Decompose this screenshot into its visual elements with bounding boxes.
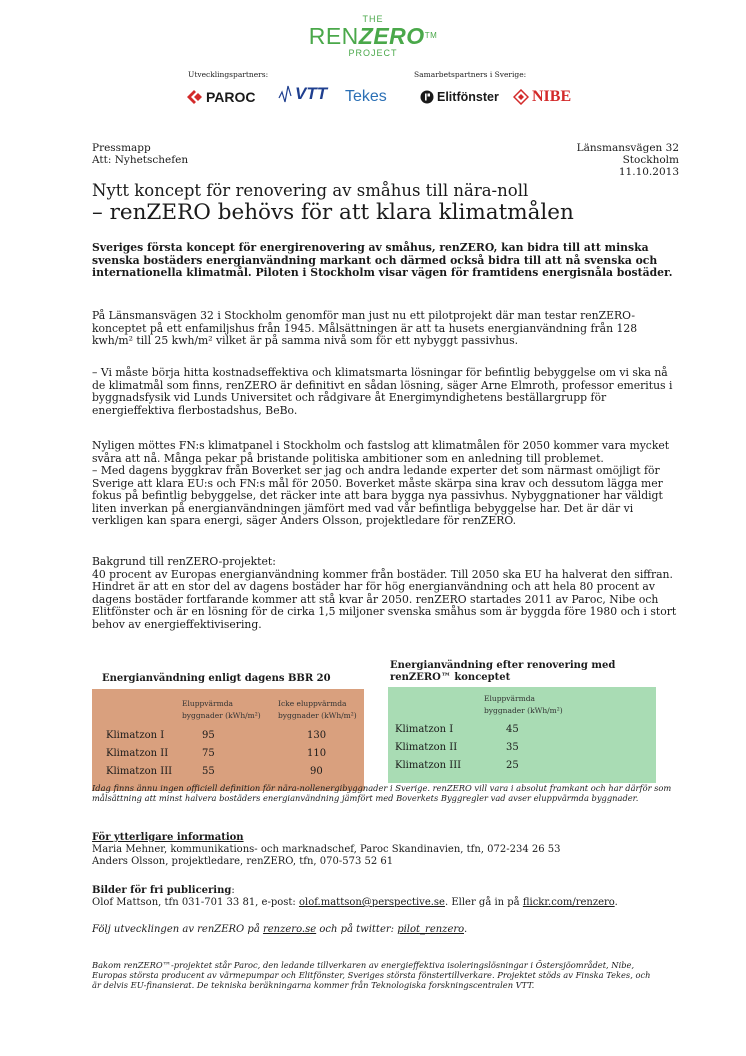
zone-label: Klimatzon III [106, 766, 173, 777]
zone-label: Klimatzon II [395, 742, 458, 753]
table-renzero-title-2: renZERO™ konceptet [390, 672, 511, 683]
table-bbr20-col2-header [278, 698, 357, 722]
zone-label: Klimatzon I [106, 730, 165, 741]
logo-name-b: ZERO [358, 23, 425, 49]
logo-tm: TM [424, 31, 438, 40]
renzero-logo [300, 14, 446, 58]
col1-header-a: Eluppvärmda [484, 694, 535, 703]
table-cell: 95 [202, 730, 215, 741]
follow-text-1: Följ utvecklingen av renZERO på [92, 924, 263, 935]
zone-label: Klimatzon III [395, 760, 462, 771]
follow-text-2: och på twitter: [316, 924, 398, 935]
title-line1: Nytt koncept för renovering av småhus till nära-noll [92, 181, 529, 200]
table-note: Idag finns ännu ingen officiell definition för nära-nollenergibyggnader i Sverige. renZERO vill vara i absolut framkant och har därför som målsättning att minst halvera bostäders energianvändning jämfört med Boverkets Byggregler vad avser eluppvärmda byggnader. [92, 783, 672, 803]
table-cell: 90 [310, 766, 323, 777]
info-section [92, 832, 561, 868]
vtt-logo [278, 84, 327, 104]
table-row [106, 747, 168, 761]
elitfonster-circle-icon [420, 90, 434, 104]
table-cell: 75 [202, 748, 215, 759]
images-section [92, 885, 618, 909]
lead-paragraph: Sveriges första koncept för energirenovering av småhus, renZERO, kan bidra till att minska svenska bostäders energianvändning markant och därmed också bidra till att nå svenska och internationella klimatmål. Piloten i Stockholm visar vägen för framtidens energisnåla bostäder. [92, 241, 673, 279]
coop-partners-label: Samarbetspartners i Sverige: [414, 70, 527, 79]
images-text-1: Olof Mattson, tfn 031-701 33 81, e-post: [92, 897, 299, 908]
nibe-name: NIBE [532, 88, 572, 105]
table-row [106, 729, 164, 743]
table-bbr20-body [92, 689, 364, 791]
nibe-diamond-icon [513, 89, 529, 105]
header-right [577, 142, 679, 178]
table-row [395, 723, 453, 737]
header-pressmapp: Pressmapp [92, 142, 151, 154]
body-paragraph-3b: – Med dagens byggkrav från Boverket ser jag och andra ledande experter det som närmast omöjligt för Sverige att klara EU:s och FN:s mål för 2050. Boverket måste skärpa sina krav och dessutom lägga mer fokus på befintlig bebyggelse, det räcker inte att bara bygga nya passivhus. Nybyggnationer har väldigt liten inverkan på energianvändningen jämfört med vad vår befintliga bebyggelse har. Det är där vi verkligen kan spara energi, säger Anders Olsson, projektledare för renZERO. [92, 464, 663, 527]
body-paragraph-3 [92, 440, 677, 528]
table-renzero [388, 658, 656, 783]
table-cell: 35 [506, 742, 519, 753]
table-renzero-title-1: Energianvändning efter renovering med [390, 660, 616, 671]
flickr-link[interactable]: flickr.com/renzero [522, 897, 615, 908]
info-contact-2: Anders Olsson, projektledare, renZERO, tfn, 070-573 52 61 [92, 856, 394, 867]
table-cell: 55 [202, 766, 215, 777]
body-paragraph-1: På Länsmansvägen 32 i Stockholm genomför man just nu ett pilotprojekt där man testar renZERO-konceptet på ett enfamiljshus från 1945. Målsättningen är att ta husets energianvändning från 128 kwh/m² till 25 kwh/m² vilket är på samma nivå som för ett nybyggt passivhus. [92, 309, 638, 347]
elitfonster-name: Elitfönster [437, 90, 499, 104]
logo-project: PROJECT [348, 48, 398, 58]
header-att: Att: Nyhetschefen [92, 154, 189, 166]
background-text: 40 procent av Europas energianvändning kommer från bostäder. Till 2050 ska EU ha halverat den siffran. Hindret är att en stor del av dagens bostäder har för hög energianvändning och att hela 80 procent av dagens bostäder fortfarande kommer att stå kvar år 2050. renZERO startades 2011 av Paroc, Nibe och Elitfönster och är en lösning för de cirka 1,5 miljoner svenska småhus som är byggda före 1980 och i stort behov av energieffektivisering. [92, 567, 677, 631]
dev-partners-label: Utvecklingspartners: [188, 70, 269, 79]
twitter-link[interactable]: pilot_renzero [397, 924, 464, 935]
nibe-logo [513, 88, 571, 106]
table-bbr20 [92, 670, 364, 791]
title-line2: – renZERO behövs för att klara klimatmålen [92, 200, 574, 225]
body-paragraph-2: – Vi måste börja hitta kostnadseffektiva och klimatsmarta lösningar för befintlig bebyggelse om vi ska nå de klimatmål som finns, renZERO är definitivt en sådan lösning, säger Arne Elmroth, professor emeritus i byggnadsfysik vid Lunds Universitet och rådgivare åt Energimyndighetens beställargrupp för energieffektiva flerbostadshus, BeBo. [92, 366, 673, 417]
header-address: Länsmansvägen 32 [576, 142, 679, 154]
col2-header-a: Icke eluppvärmda [278, 699, 347, 708]
footer-text: Bakom renZERO™-projektet står Paroc, den ledande tillverkaren av energieffektiva isoleringslösningar i Östersjöområdet, Nibe, Europas största producent av värmepumpar och Elitfönster, Sveriges största fönstertillverkare. Projektet stöds av Finska Tekes, och är delvis EU-finansierat. De tekniska beräkningarna kommer från Teknologiska forskningscentralen VTT. [92, 960, 651, 990]
tekes-name: Tekes [345, 88, 387, 105]
table-renzero-col1-header [484, 693, 563, 717]
background-heading: Bakgrund till renZERO-projektet: [92, 555, 276, 568]
images-colon: : [231, 885, 235, 896]
table-renzero-title [388, 658, 656, 687]
table-cell: 130 [307, 730, 327, 741]
header-city: Stockholm [622, 154, 679, 166]
table-row [395, 759, 461, 773]
paroc-name: PAROC [206, 89, 256, 105]
renzero-site-link[interactable]: renzero.se [262, 924, 317, 935]
zone-label: Klimatzon I [395, 724, 454, 735]
col1-header-a: Eluppvärmda [182, 699, 233, 708]
info-heading: För ytterligare information [92, 832, 244, 843]
body-paragraph-4 [92, 556, 677, 631]
table-renzero-body [388, 687, 656, 783]
vtt-wave-icon [278, 84, 292, 104]
paroc-diamond-icon [187, 90, 203, 104]
table-cell: 25 [506, 760, 519, 771]
table-row [106, 765, 172, 779]
table-cell: 110 [307, 748, 327, 759]
images-line [92, 897, 618, 909]
images-text-3: . [614, 897, 618, 908]
images-text-2: . Eller gå in på [444, 897, 523, 908]
table-cell: 45 [506, 724, 519, 735]
paroc-logo [187, 89, 256, 105]
body-paragraph-3a: Nyligen möttes FN:s klimatpanel i Stockholm och fastslog att klimatmålen för 2050 kommer vara mycket svåra att nå. Många pekar på bristande politiska ambitioner som en anledning till problemet. [92, 439, 670, 465]
table-bbr20-col1-header [182, 698, 261, 722]
vtt-name: VTT [295, 84, 328, 103]
zone-label: Klimatzon II [106, 748, 169, 759]
images-heading: Bilder för fri publicering [92, 885, 232, 896]
logo-name-a: REN [308, 23, 359, 49]
tekes-logo [345, 88, 387, 106]
col1-header-b: byggnader (kWh/m²) [182, 711, 261, 720]
header-left [92, 142, 188, 166]
follow-line [92, 924, 467, 936]
logo-name [300, 24, 446, 48]
table-bbr20-title: Energianvändning enligt dagens BBR 20 [102, 673, 331, 684]
col2-header-b: byggnader (kWh/m²) [278, 711, 357, 720]
elitfonster-logo [420, 90, 499, 104]
images-heading-row [92, 885, 618, 897]
logo-the: THE [362, 14, 384, 24]
table-row [395, 741, 457, 755]
header-date: 11.10.2013 [618, 166, 679, 178]
info-contact-1: Maria Mehner, kommunikations- och marknadschef, Paroc Skandinavien, tfn, 072-234 26 53 [92, 844, 561, 855]
col1-header-b: byggnader (kWh/m²) [484, 706, 563, 715]
email-link[interactable]: olof.mattson@perspective.se [298, 897, 445, 908]
follow-text-3: . [464, 924, 468, 935]
